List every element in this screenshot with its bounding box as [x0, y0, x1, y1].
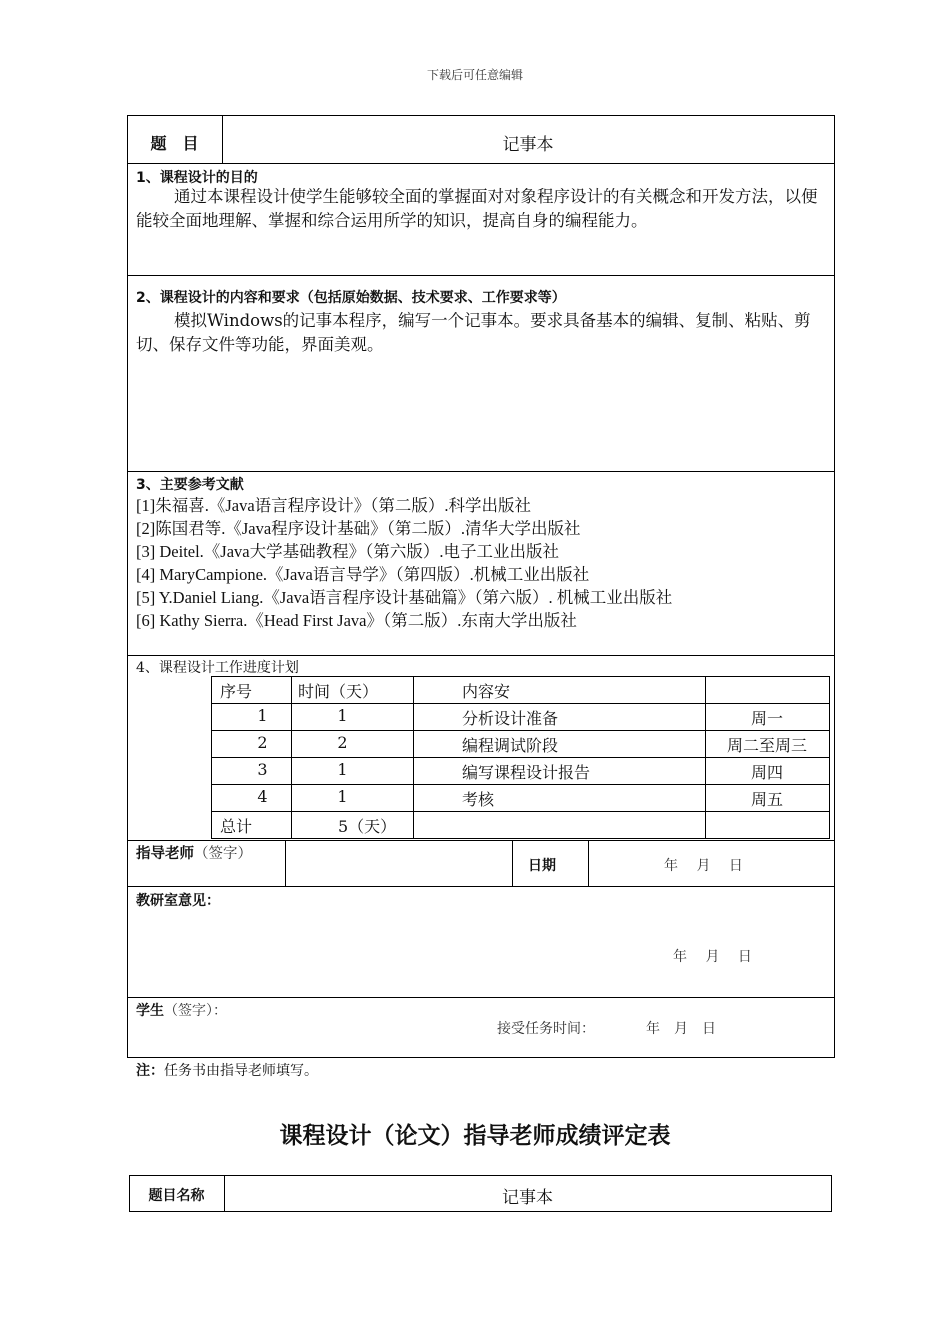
- schedule-header-days: 时间（天）: [298, 682, 379, 701]
- student-signature-label: 学生（签字）：: [136, 1003, 227, 1019]
- schedule-cell-content: 考核: [462, 790, 495, 809]
- accept-time-label: 接受任务时间：: [497, 1021, 595, 1037]
- section2-heading: 2、课程设计的内容和要求（包括原始数据、技术要求、工作要求等）: [136, 290, 566, 306]
- section1-body: 通过本课程设计使学生能够较全面的掌握面对对象程序设计的有关概念和开发方法，以便能较全面地理解、掌握和综合运用所学的知识，提高自身的编程能力。: [136, 187, 818, 230]
- schedule-cell-days: 2: [337, 733, 348, 752]
- schedule-total-days: 5（天）: [338, 817, 397, 836]
- schedule-cell-week: 周二至周三: [726, 736, 807, 755]
- office-opinion-date[interactable]: 年 月 日: [673, 949, 752, 965]
- date-label: 日期: [528, 858, 556, 874]
- section4-heading: 4、课程设计工作进度计划: [136, 660, 299, 676]
- reference-item: [3] Deitel.《Java大学基础教程》（第六版）.电子工业出版社: [136, 542, 559, 561]
- schedule-cell-days: 1: [337, 706, 348, 725]
- reference-list: [136, 494, 828, 632]
- reference-item: [6] Kathy Sierra.《Head First Java》（第二版）.东南大学出版社: [136, 611, 577, 630]
- schedule-cell-days: 1: [337, 760, 348, 779]
- accept-time-value[interactable]: 年 月 日: [646, 1021, 716, 1037]
- reference-item: [4] MaryCampione.《Java语言导学》（第四版）.机械工业出版社: [136, 565, 590, 584]
- schedule-cell-content: 编写课程设计报告: [462, 763, 591, 782]
- evaluation-title: 课程设计（论文）指导老师成绩评定表: [279, 1123, 671, 1149]
- schedule-cell-content: 分析设计准备: [462, 709, 559, 728]
- schedule-cell-week: 周五: [750, 790, 783, 809]
- schedule-header-content: 内容安: [462, 682, 511, 701]
- supervisor-signature-field[interactable]: [285, 840, 512, 886]
- schedule-cell-index: 1: [257, 706, 268, 725]
- section3-heading: 3、主要参考文献: [136, 477, 244, 493]
- page-header: 下载后可任意编辑: [426, 68, 523, 82]
- topic-label: 题 目: [150, 134, 199, 153]
- schedule-cell-week: 周一: [750, 709, 783, 728]
- schedule-header-index: 序号: [220, 682, 253, 701]
- reference-item: [5] Y.Daniel Liang.《Java语言程序设计基础篇》（第六版）. 机械工业出版社: [136, 588, 673, 607]
- schedule-total-label: 总计: [220, 817, 253, 836]
- topic-value: 记事本: [502, 135, 554, 155]
- section2-body: 模拟Windows的记事本程序，编写一个记事本。要求具备基本的编辑、复制、粘贴、剪切、保存文件等功能，界面美观。: [136, 311, 811, 354]
- schedule-cell-index: 3: [257, 760, 268, 779]
- schedule-cell-days: 1: [337, 787, 348, 806]
- schedule-cell-index: 4: [257, 787, 268, 806]
- date-value[interactable]: 年 月 日: [664, 858, 743, 874]
- evaluation-name-label: 题目名称: [148, 1188, 205, 1204]
- office-opinion-label: 教研室意见：: [136, 893, 220, 909]
- schedule-cell-index: 2: [257, 733, 268, 752]
- schedule-cell-week: 周四: [750, 763, 783, 782]
- note: 注：任务书由指导老师填写。: [136, 1063, 318, 1079]
- schedule-cell-content: 编程调试阶段: [462, 736, 559, 755]
- reference-item: [2]陈国君等.《Java程序设计基础》（第二版）.清华大学出版社: [136, 519, 581, 538]
- section1-heading: 1、课程设计的目的: [136, 170, 258, 186]
- evaluation-name-value: 记事本: [502, 1188, 553, 1208]
- reference-item: [1]朱福喜.《Java语言程序设计》（第二版）.科学出版社: [136, 496, 532, 515]
- supervisor-signature-label: 指导老师（签字）: [136, 846, 252, 862]
